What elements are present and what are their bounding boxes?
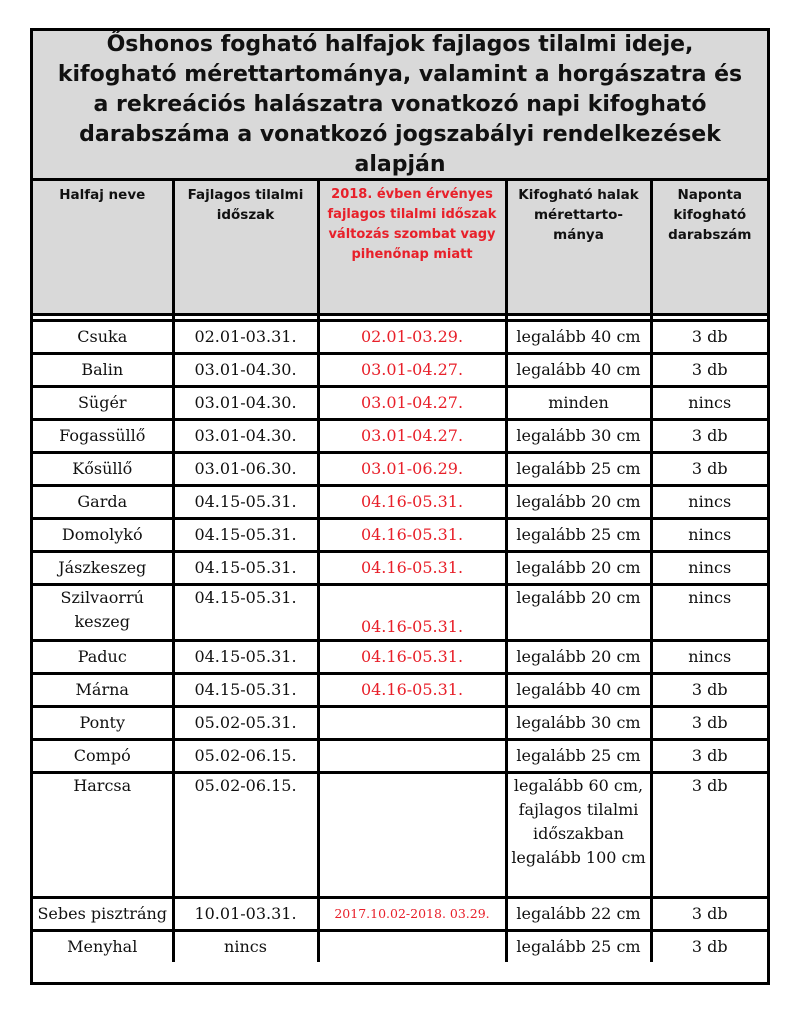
cell-ban-2018: 02.01-03.29.: [318, 321, 506, 354]
table-row: [33, 486, 767, 519]
cell-daily: nincs: [651, 519, 767, 552]
table-row: [33, 519, 767, 552]
cell-daily: 3 db: [651, 773, 767, 898]
cell-ban: 03.01-04.30.: [173, 420, 318, 453]
header-ban-2018: 2018. évben érvényes fajlagos tilalmi időszak változás szombat vagy pihenőnap miatt: [318, 181, 506, 315]
table-row: [33, 674, 767, 707]
cell-species: Jászkeszeg: [33, 552, 173, 585]
cell-size: legalább 22 cm: [506, 898, 651, 931]
header-row: [33, 181, 767, 315]
cell-daily: 3 db: [651, 321, 767, 354]
cell-species: Harcsa: [33, 773, 173, 898]
cell-species: Balin: [33, 354, 173, 387]
table-row: [33, 387, 767, 420]
table-row: [33, 420, 767, 453]
cell-daily: 3 db: [651, 420, 767, 453]
cell-daily: 3 db: [651, 931, 767, 963]
cell-ban: 03.01-04.30.: [173, 354, 318, 387]
cell-species: Paduc: [33, 641, 173, 674]
table-row: [33, 585, 767, 641]
cell-daily: nincs: [651, 486, 767, 519]
cell-species: Sebes pisztráng: [33, 898, 173, 931]
cell-ban: 10.01-03.31.: [173, 898, 318, 931]
cell-daily: 3 db: [651, 674, 767, 707]
cell-species: Szilvaorrú keszeg: [33, 585, 173, 641]
cell-ban-2018: 03.01-04.27.: [318, 387, 506, 420]
cell-size: legalább 20 cm: [506, 552, 651, 585]
cell-ban: 05.02-05.31.: [173, 707, 318, 740]
table-row: [33, 931, 767, 963]
cell-ban-2018: 03.01-04.27.: [318, 420, 506, 453]
cell-ban: 05.02-06.15.: [173, 740, 318, 773]
cell-ban: nincs: [173, 931, 318, 963]
cell-species: Kősüllő: [33, 453, 173, 486]
cell-daily: 3 db: [651, 453, 767, 486]
table-row: [33, 898, 767, 931]
cell-ban: 03.01-06.30.: [173, 453, 318, 486]
fish-regulation-table: [33, 181, 767, 962]
cell-ban: 04.15-05.31.: [173, 486, 318, 519]
cell-size: legalább 40 cm: [506, 321, 651, 354]
cell-species: Garda: [33, 486, 173, 519]
cell-size: minden: [506, 387, 651, 420]
cell-ban-2018: 03.01-04.27.: [318, 354, 506, 387]
cell-size: legalább 20 cm: [506, 585, 651, 641]
table-title: Őshonos fogható halfajok fajlagos tilalmi ideje, kifogható mérettartománya, valamint a horgászatra és a rekreációs halászatra vonatkozó napi kifogható darabszáma a vonatkozó jogszabályi rendelkezések alapján: [33, 31, 767, 181]
cell-ban-2018: 04.16-05.31.: [318, 585, 506, 641]
cell-daily: 3 db: [651, 898, 767, 931]
cell-daily: nincs: [651, 585, 767, 641]
cell-ban-2018: [318, 707, 506, 740]
cell-size: legalább 25 cm: [506, 453, 651, 486]
cell-ban: 05.02-06.15.: [173, 773, 318, 898]
cell-ban-2018: [318, 740, 506, 773]
header-ban-period: Fajlagos tilalmi időszak: [173, 181, 318, 315]
cell-ban-2018: 04.16-05.31.: [318, 552, 506, 585]
header-daily-limit: Naponta kifogható darabszám: [651, 181, 767, 315]
cell-size: legalább 20 cm: [506, 641, 651, 674]
cell-daily: nincs: [651, 552, 767, 585]
table-row: [33, 773, 767, 898]
cell-species: Márna: [33, 674, 173, 707]
cell-size: legalább 40 cm: [506, 674, 651, 707]
cell-species: Ponty: [33, 707, 173, 740]
cell-ban: 04.15-05.31.: [173, 585, 318, 641]
table-row: [33, 707, 767, 740]
cell-ban-2018: 04.16-05.31.: [318, 519, 506, 552]
cell-size: legalább 25 cm: [506, 931, 651, 963]
cell-ban-2018: [318, 773, 506, 898]
table-row: [33, 552, 767, 585]
cell-size: legalább 40 cm: [506, 354, 651, 387]
cell-daily: nincs: [651, 641, 767, 674]
cell-size: legalább 60 cm, fajlagos tilalmi időszakban legalább 100 cm: [506, 773, 651, 898]
cell-species: Compó: [33, 740, 173, 773]
cell-ban: 04.15-05.31.: [173, 552, 318, 585]
cell-ban-2018: 04.16-05.31.: [318, 486, 506, 519]
cell-size: legalább 25 cm: [506, 740, 651, 773]
cell-ban: 04.15-05.31.: [173, 674, 318, 707]
cell-size: legalább 30 cm: [506, 420, 651, 453]
header-size-range: Kifogható halak mérettarto-mánya: [506, 181, 651, 315]
cell-ban-2018: [318, 931, 506, 963]
cell-daily: nincs: [651, 387, 767, 420]
cell-size: legalább 20 cm: [506, 486, 651, 519]
cell-ban-2018: 04.16-05.31.: [318, 674, 506, 707]
cell-species: Fogassüllő: [33, 420, 173, 453]
cell-daily: 3 db: [651, 707, 767, 740]
table-row: [33, 354, 767, 387]
cell-ban-2018: 03.01-06.29.: [318, 453, 506, 486]
header-species: Halfaj neve: [33, 181, 173, 315]
cell-ban: 04.15-05.31.: [173, 519, 318, 552]
cell-species: Csuka: [33, 321, 173, 354]
cell-ban: 02.01-03.31.: [173, 321, 318, 354]
table-row: [33, 321, 767, 354]
table-row: [33, 641, 767, 674]
cell-daily: 3 db: [651, 740, 767, 773]
cell-species: Menyhal: [33, 931, 173, 963]
cell-ban: 04.15-05.31.: [173, 641, 318, 674]
cell-daily: 3 db: [651, 354, 767, 387]
regulation-table-frame: [30, 28, 770, 985]
table-row: [33, 453, 767, 486]
cell-ban-2018: 04.16-05.31.: [318, 641, 506, 674]
cell-size: legalább 25 cm: [506, 519, 651, 552]
cell-ban: 03.01-04.30.: [173, 387, 318, 420]
table-row: [33, 740, 767, 773]
cell-species: Domolykó: [33, 519, 173, 552]
cell-ban-2018: 2017.10.02-2018. 03.29.: [318, 898, 506, 931]
cell-species: Sügér: [33, 387, 173, 420]
cell-size: legalább 30 cm: [506, 707, 651, 740]
